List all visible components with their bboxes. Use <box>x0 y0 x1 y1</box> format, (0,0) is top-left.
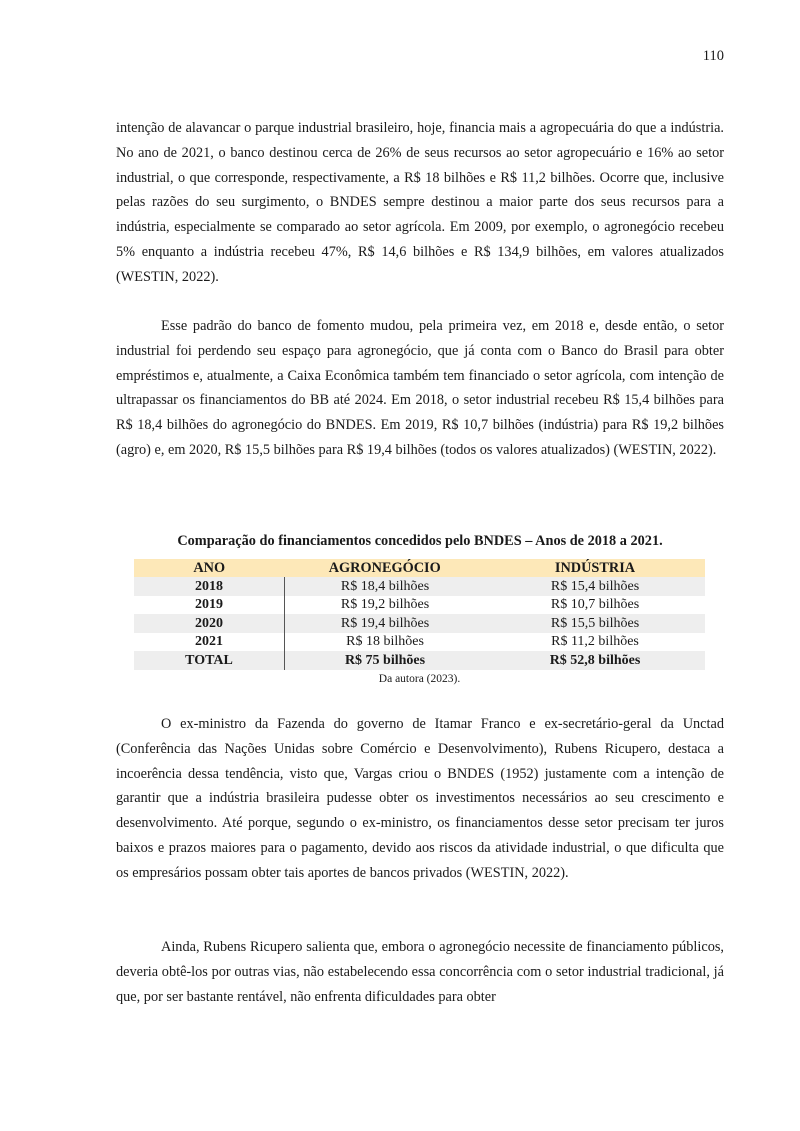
page-number: 110 <box>702 48 724 64</box>
table-source: Da autora (2023). <box>378 673 461 685</box>
cell-industry: R$ 15,5 bilhões <box>485 614 705 633</box>
cell-agro: R$ 18 bilhões <box>285 633 486 652</box>
paragraph-2: Esse padrão do banco de fomento mudou, pela primeira vez, em 2018 e, desde então, o setor industrial foi perdendo seu espaço para agronegócio, que já conta com o Banco do Brasil para obter empréstimos e, atualmente, a Caixa Econômica também tem financiado o setor agrícola, com intenção de ultrapassar os financiamentos do BB até 2024. Em 2018, o setor industrial recebeu R$ 15,4 bilhões para R$ 18,4 bilhões do agronegócio do BNDES. Em 2019, R$ 10,7 bilhões (indústria) para R$ 19,2 bilhões (agro) e, em 2020, R$ 15,5 bilhões para R$ 19,4 bilhões (todos os valores atualizados) (WESTIN, 2022). <box>116 318 724 458</box>
cell-industry: R$ 15,4 bilhões <box>485 577 705 596</box>
cell-agro: R$ 19,4 bilhões <box>285 614 486 633</box>
table-header-row <box>134 559 705 577</box>
cell-year: 2021 <box>195 634 223 650</box>
table-total-row <box>134 651 705 670</box>
cell-year: 2019 <box>195 597 223 613</box>
table-row <box>134 596 705 615</box>
header-year: ANO <box>134 559 285 577</box>
financing-table <box>134 559 705 670</box>
paragraph-1: intenção de alavancar o parque industrial brasileiro, hoje, financia mais a agropecuária do que a indústria. No ano de 2021, o banco destinou cerca de 26% de seus recursos ao setor agropecuário e 16% ao setor industrial, o que corresponde, respectivamente, a R$ 18 bilhões e R$ 11,2 bilhões. Ocorre que, inclusive pelas razões do seu surgimento, o BNDES sempre destinou a maior parte dos seus recursos para a indústria, especialmente se comparado ao setor agrícola. Em 2009, por exemplo, o agronegócio recebeu 5% enquanto a indústria recebeu 47%, R$ 14,6 bilhões e R$ 134,9 bilhões, em valores atualizados (WESTIN, 2022). <box>116 120 724 285</box>
table-row <box>134 577 705 596</box>
header-industry: INDÚSTRIA <box>485 559 705 577</box>
table-caption: Comparação do financiamentos concedidos pelo BNDES – Anos de 2018 a 2021. <box>177 533 663 549</box>
cell-industry: R$ 10,7 bilhões <box>550 597 640 613</box>
header-agro: AGRONEGÓCIO <box>285 559 486 577</box>
cell-agro: R$ 18,4 bilhões <box>285 577 486 596</box>
table-row <box>134 633 705 652</box>
cell-year: 2018 <box>134 577 285 596</box>
cell-agro: R$ 19,2 bilhões <box>285 596 486 615</box>
cell-total-label: TOTAL <box>134 651 285 670</box>
paragraph-3: O ex-ministro da Fazenda do governo de Itamar Franco e ex-secretário-geral da Unctad (Conferência das Nações Unidas sobre Comércio e Desenvolvimento), Rubens Ricupero, destaca a incoerência dessa tendência, visto que, Vargas criou o BNDES (1952) justamente com a intenção de garantir que a indústria brasileira pudesse obter os investimentos necessários ao seu crescimento e desenvolvimento. Até porque, segundo o ex-ministro, os financiamentos desse setor precisam ter juros baixos e prazos maiores para o pagamento, devido aos riscos da atividade industrial, o que dificulta que os empresários possam obter tais aportes de bancos privados (WESTIN, 2022). <box>116 716 724 881</box>
cell-total-agro: R$ 75 bilhões <box>285 651 486 670</box>
table-row <box>134 614 705 633</box>
cell-industry: R$ 11,2 bilhões <box>551 634 639 650</box>
cell-total-industry: R$ 52,8 bilhões <box>485 651 705 670</box>
paragraph-4: Ainda, Rubens Ricupero salienta que, embora o agronegócio necessite de financiamento públicos, deveria obtê-los por outras vias, não estabelecendo essa concorrência com o setor industrial tradicional, já que, por ser bastante rentável, não enfrenta dificuldades para obter <box>116 939 724 1005</box>
cell-year: 2020 <box>134 614 285 633</box>
